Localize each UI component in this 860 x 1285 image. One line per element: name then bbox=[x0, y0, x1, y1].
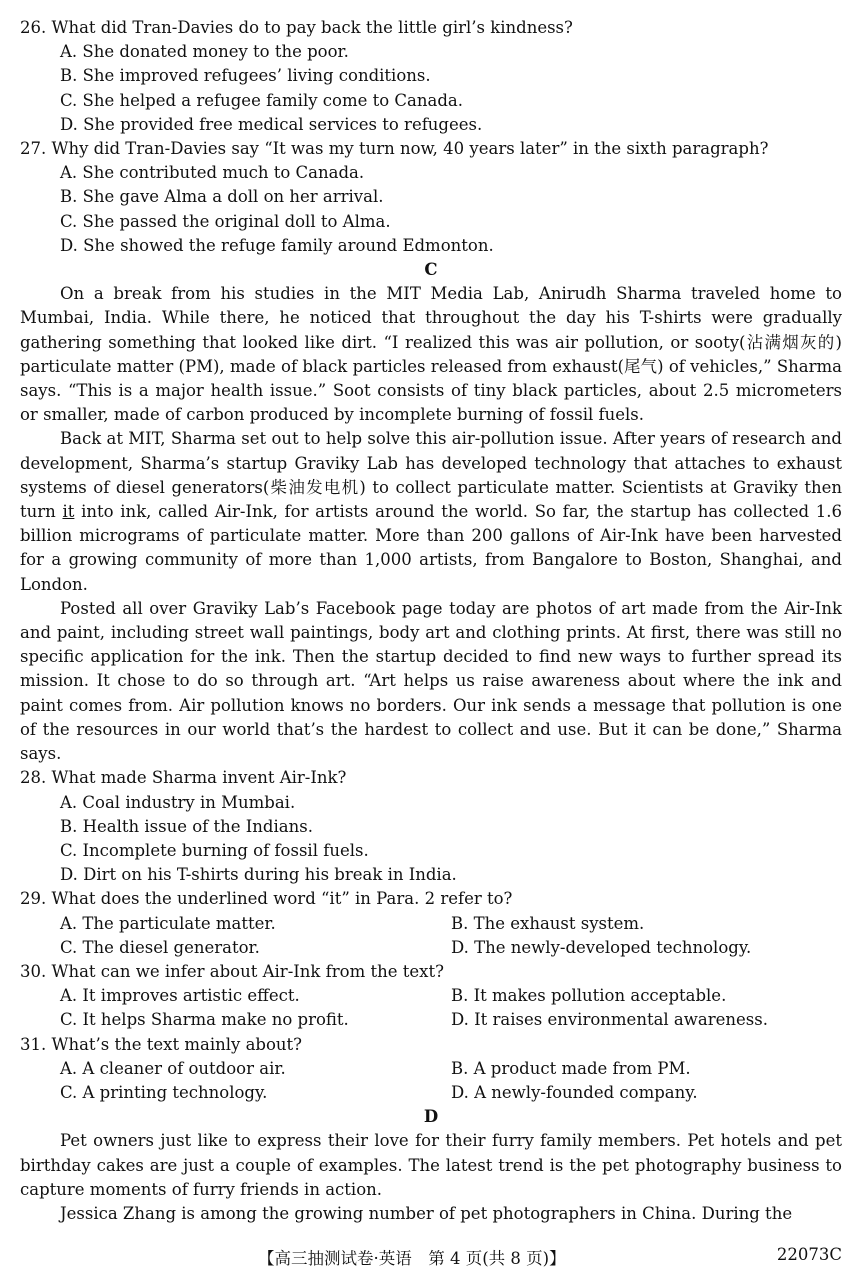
section-c-paragraph-3: Posted all over Graviky Lab’s Facebook page today are photos of art made from the Air-Ink and paint, including street wall paintings, body art and clothing prints. At first, there was still no specific application for the ink. Then the startup decided to find new ways to further spread its mission. It chose to do so through art. “Art helps us raise awareness about where the ink and paint comes from. Air pollution knows no borders. Our ink sends a message that pollution is one of the resources in our world that’s the hardest to collect and use. But it can be done,” Sharma says. bbox=[20, 598, 842, 764]
question-30-option-d: D. It raises environmental awareness. bbox=[451, 1010, 768, 1030]
question-29-option-b: B. The exhaust system. bbox=[451, 913, 645, 933]
section-c-paragraph-1: On a break from his studies in the MIT Media Lab, Anirudh Sharma traveled home to Mumbai, India. While there, he noticed that throughout the day his T-shirts were gradually gathering something that looked like dirt. “I realized this was air pollution, or sooty(沾满烟灰的) particulate matter (PM), made of black particles released from exhaust(尾气) of vehicles,” Sharma says. “This is a major health issue.” Soot consists of tiny black particles, about 2.5 micrometers or smaller, made of carbon produced by incomplete burning of fossil fuels. bbox=[20, 284, 842, 425]
question-31-option-d: D. A newly-founded company. bbox=[451, 1082, 698, 1102]
question-29-options-row-2 bbox=[60, 936, 842, 960]
paragraph-2-text-after: into ink, called Air-Ink, for artists around the world. So far, the startup has collected 1.6 billion micrograms of particulate matter. More than 200 gallons of Air-Ink have been harvested for a growing community of more than 1,000 artists, from Bangalore to Boston, Shanghai, and London. bbox=[20, 502, 842, 594]
question-26-option-d: D. She provided free medical services to refugees. bbox=[60, 114, 483, 134]
underlined-word-it: it bbox=[62, 502, 75, 522]
question-31-options-row-1 bbox=[60, 1057, 842, 1081]
question-30-option-a: A. It improves artistic effect. bbox=[60, 986, 300, 1006]
question-28-stem: 28. What made Sharma invent Air-Ink? bbox=[20, 768, 347, 788]
question-27-option-c: C. She passed the original doll to Alma. bbox=[60, 211, 391, 231]
question-29-options-row-1 bbox=[60, 912, 842, 936]
exam-page bbox=[20, 16, 842, 1226]
question-30-option-b: B. It makes pollution acceptable. bbox=[451, 986, 727, 1006]
footer-title: 【高三抽测试卷·英语 第 4 页(共 8 页)】 bbox=[258, 1249, 566, 1268]
question-28-option-a: A. Coal industry in Mumbai. bbox=[60, 792, 296, 812]
question-29-option-a: A. The particulate matter. bbox=[60, 913, 276, 933]
question-31-option-b: B. A product made from PM. bbox=[451, 1058, 691, 1078]
question-30-options-row-2 bbox=[60, 1008, 842, 1032]
section-d-paragraph-2: Jessica Zhang is among the growing number of pet photographers in China. During the bbox=[60, 1203, 793, 1223]
question-29-option-d: D. The newly-developed technology. bbox=[451, 937, 752, 957]
question-26-option-c: C. She helped a refugee family come to Canada. bbox=[60, 90, 463, 110]
question-31-stem: 31. What’s the text mainly about? bbox=[20, 1034, 303, 1054]
question-29-stem: 29. What does the underlined word “it” in Para. 2 refer to? bbox=[20, 889, 513, 909]
section-d-paragraph-1: Pet owners just like to express their love for their furry family members. Pet hotels and pet birthday cakes are just a couple of examples. The latest trend is the pet photography business to capture moments of furry friends in action. bbox=[20, 1131, 842, 1199]
question-27-option-b: B. She gave Alma a doll on her arrival. bbox=[60, 187, 384, 207]
question-27-option-d: D. She showed the refuge family around Edmonton. bbox=[60, 235, 494, 255]
section-c-paragraph-2 bbox=[20, 427, 842, 596]
question-31-option-c: C. A printing technology. bbox=[60, 1082, 268, 1102]
section-d-heading: D bbox=[423, 1107, 439, 1127]
question-30-option-c: C. It helps Sharma make no profit. bbox=[60, 1010, 349, 1030]
section-c-heading: C bbox=[424, 260, 438, 280]
question-26-option-b: B. She improved refugees’ living conditions. bbox=[60, 66, 431, 86]
question-30-options-row-1 bbox=[60, 984, 842, 1008]
question-27-option-a: A. She contributed much to Canada. bbox=[60, 163, 365, 183]
question-26-stem: 26. What did Tran-Davies do to pay back the little girl’s kindness? bbox=[20, 18, 573, 37]
question-28-option-d: D. Dirt on his T-shirts during his break in India. bbox=[60, 865, 457, 885]
question-28-option-c: C. Incomplete burning of fossil fuels. bbox=[60, 840, 369, 860]
question-31-options-row-2 bbox=[60, 1081, 842, 1105]
question-31-option-a: A. A cleaner of outdoor air. bbox=[60, 1058, 286, 1078]
question-27-stem: 27. Why did Tran-Davies say “It was my turn now, 40 years later” in the sixth paragraph? bbox=[20, 139, 769, 159]
question-29-option-c: C. The diesel generator. bbox=[60, 937, 260, 957]
question-26-option-a: A. She donated money to the poor. bbox=[60, 42, 349, 62]
question-28-option-b: B. Health issue of the Indians. bbox=[60, 816, 313, 836]
question-30-stem: 30. What can we infer about Air-Ink from the text? bbox=[20, 961, 444, 981]
footer-code: 22073C bbox=[776, 1245, 842, 1264]
paragraph-2-text-before: Back at MIT, Sharma set out to help solve this air-pollution issue. After years of research and development, Sharma’s startup Graviky Lab has developed technology that attaches to exhaust systems of diesel generators(柴油发电机) to collect particulate matter. Scientists at Graviky then turn bbox=[20, 429, 842, 522]
